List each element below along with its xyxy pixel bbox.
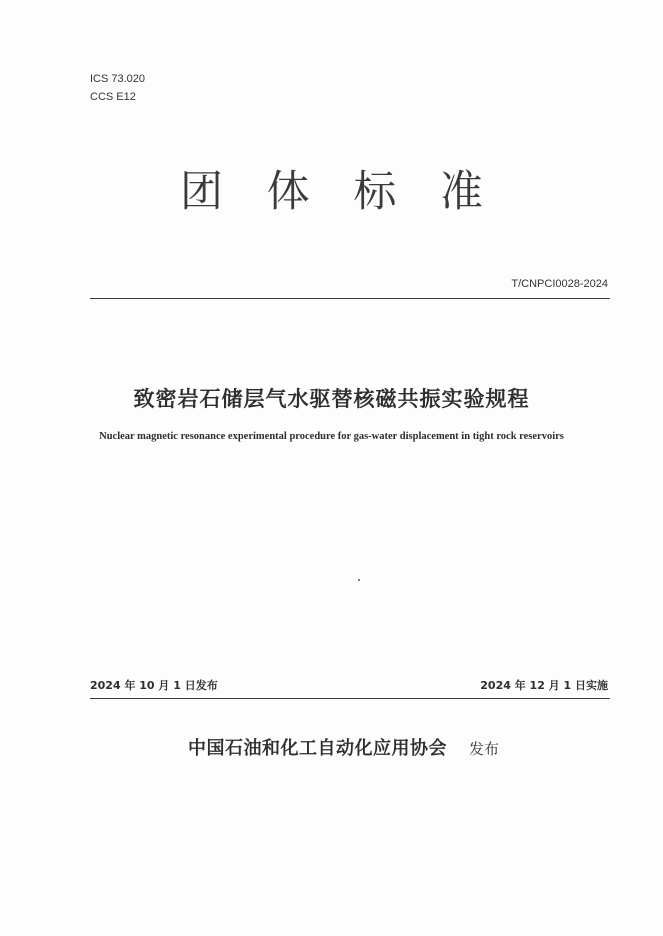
ccs-code: CCS E12 (90, 91, 136, 103)
standard-number: T/CNPCI0028-2024 (511, 278, 608, 290)
bottom-divider (90, 698, 610, 699)
scan-speck (358, 579, 360, 581)
ics-code: ICS 73.020 (90, 73, 146, 85)
standard-type-heading: 团 体 标 准 (179, 167, 498, 217)
classification-codes (90, 70, 145, 106)
title-english: Nuclear magnetic resonance experimental procedure for gas-water displacement in tight rock reservoirs (99, 431, 564, 442)
publisher-line (188, 734, 499, 760)
title-chinese: 致密岩石储层气水驱替核磁共振实验规程 (133, 387, 530, 411)
publisher-organization: 中国石油和化工自动化应用协会 (188, 738, 447, 759)
issue-date: 2024 年 10 月 1 日发布 (90, 679, 218, 692)
publisher-action: 发布 (469, 740, 500, 758)
implementation-date: 2024 年 12 月 1 日实施 (480, 679, 608, 692)
top-divider (90, 298, 610, 299)
